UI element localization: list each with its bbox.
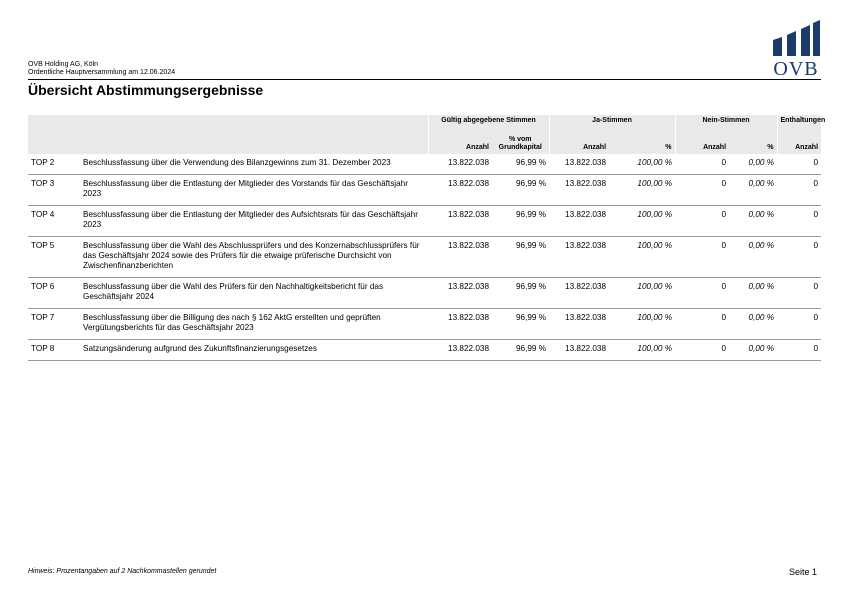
table-row bbox=[28, 154, 821, 175]
valid-votes-count: 13.822.038 bbox=[428, 175, 492, 206]
valid-votes-pct: 96,99 % bbox=[492, 175, 549, 206]
ovb-logo bbox=[768, 18, 824, 80]
table-row bbox=[28, 340, 821, 361]
agenda-item-number: TOP 7 bbox=[28, 309, 80, 340]
agenda-item-number: TOP 3 bbox=[28, 175, 80, 206]
abstentions-count: 0 bbox=[777, 206, 821, 237]
abstentions-count: 0 bbox=[777, 237, 821, 278]
valid-votes-pct: 96,99 % bbox=[492, 206, 549, 237]
agenda-item-description: Satzungsänderung aufgrund des Zukunftsfinanzierungsgesetzes bbox=[80, 340, 428, 361]
subheader-empty bbox=[28, 126, 428, 154]
yes-votes-pct: 100,00 % bbox=[609, 237, 675, 278]
valid-votes-pct: 96,99 % bbox=[492, 278, 549, 309]
yes-votes-pct: 100,00 % bbox=[609, 309, 675, 340]
no-votes-count: 0 bbox=[675, 278, 729, 309]
agenda-item-number: TOP 4 bbox=[28, 206, 80, 237]
agenda-item-number: TOP 5 bbox=[28, 237, 80, 278]
table-row bbox=[28, 237, 821, 278]
valid-votes-count: 13.822.038 bbox=[428, 154, 492, 175]
page-number: Seite 1 bbox=[789, 567, 818, 577]
yes-votes-count: 13.822.038 bbox=[549, 237, 609, 278]
no-votes-pct: 0,00 % bbox=[729, 340, 777, 361]
agenda-item-description: Beschlussfassung über die Billigung des nach § 162 AktG erstellten und geprüften Vergütungsberichts für das Geschäftsjahr 2023 bbox=[80, 309, 428, 340]
valid-votes-count: 13.822.038 bbox=[428, 237, 492, 278]
group-valid-votes: Gültig abgegebene Stimmen bbox=[428, 115, 549, 126]
agenda-item-description: Beschlussfassung über die Entlastung der Mitglieder des Vorstands für das Geschäftsjahr 2023 bbox=[80, 175, 428, 206]
subheader-abstain-count: Anzahl bbox=[777, 126, 821, 154]
table-row bbox=[28, 206, 821, 237]
no-votes-pct: 0,00 % bbox=[729, 154, 777, 175]
no-votes-count: 0 bbox=[675, 237, 729, 278]
no-votes-count: 0 bbox=[675, 175, 729, 206]
yes-votes-count: 13.822.038 bbox=[549, 175, 609, 206]
abstentions-count: 0 bbox=[777, 154, 821, 175]
no-votes-pct: 0,00 % bbox=[729, 206, 777, 237]
valid-votes-count: 13.822.038 bbox=[428, 309, 492, 340]
yes-votes-count: 13.822.038 bbox=[549, 309, 609, 340]
agenda-item-description: Beschlussfassung über die Verwendung des Bilanzgewinns zum 31. Dezember 2023 bbox=[80, 154, 428, 175]
group-yes-votes: Ja-Stimmen bbox=[549, 115, 675, 126]
agenda-item-number: TOP 2 bbox=[28, 154, 80, 175]
valid-votes-count: 13.822.038 bbox=[428, 340, 492, 361]
table-row bbox=[28, 175, 821, 206]
abstentions-count: 0 bbox=[777, 175, 821, 206]
abstentions-count: 0 bbox=[777, 278, 821, 309]
no-votes-count: 0 bbox=[675, 309, 729, 340]
no-votes-pct: 0,00 % bbox=[729, 175, 777, 206]
header-divider bbox=[28, 79, 821, 80]
results-table bbox=[28, 115, 826, 361]
valid-votes-pct: 96,99 % bbox=[492, 154, 549, 175]
no-votes-count: 0 bbox=[675, 154, 729, 175]
subheader-yes-pct: % bbox=[609, 126, 675, 154]
yes-votes-pct: 100,00 % bbox=[609, 206, 675, 237]
group-abstentions: Enthaltungen bbox=[777, 115, 821, 126]
group-no-votes: Nein-Stimmen bbox=[675, 115, 777, 126]
agenda-item-description: Beschlussfassung über die Wahl des Prüfers für den Nachhaltigkeitsbericht für das Geschäftsjahr 2024 bbox=[80, 278, 428, 309]
logo-wordmark: OVB bbox=[773, 58, 819, 80]
no-votes-count: 0 bbox=[675, 206, 729, 237]
subheader-valid-pct: % vom Grundkapital bbox=[492, 126, 549, 154]
yes-votes-pct: 100,00 % bbox=[609, 278, 675, 309]
meeting-date: Ordentliche Hauptversammlung am 12.06.2024 bbox=[28, 69, 176, 76]
valid-votes-count: 13.822.038 bbox=[428, 278, 492, 309]
yes-votes-count: 13.822.038 bbox=[549, 154, 609, 175]
table-row bbox=[28, 309, 821, 340]
results-table-wrap bbox=[28, 115, 826, 361]
company-name: OVB Holding AG, Köln bbox=[28, 61, 99, 68]
logo-bars-icon bbox=[768, 18, 824, 56]
table-row bbox=[28, 278, 821, 309]
yes-votes-count: 13.822.038 bbox=[549, 340, 609, 361]
agenda-item-description: Beschlussfassung über die Wahl des Abschlussprüfers und des Konzernabschlussprüfers für das Geschäftsjahr 2024 sowie des Prüfers für die etwaige prüferische Durchsicht von Zwischenfinanzberichten bbox=[80, 237, 428, 278]
page-title: Übersicht Abstimmungsergebnisse bbox=[28, 82, 264, 98]
valid-votes-count: 13.822.038 bbox=[428, 206, 492, 237]
abstentions-count: 0 bbox=[777, 309, 821, 340]
agenda-item-number: TOP 8 bbox=[28, 340, 80, 361]
yes-votes-count: 13.822.038 bbox=[549, 278, 609, 309]
valid-votes-pct: 96,99 % bbox=[492, 237, 549, 278]
subheader-no-pct: % bbox=[729, 126, 777, 154]
yes-votes-count: 13.822.038 bbox=[549, 206, 609, 237]
header-empty bbox=[28, 115, 428, 126]
yes-votes-pct: 100,00 % bbox=[609, 175, 675, 206]
agenda-item-description: Beschlussfassung über die Entlastung der Mitglieder des Aufsichtsrats für das Geschäftsjahr 2023 bbox=[80, 206, 428, 237]
subheader-no-count: Anzahl bbox=[675, 126, 729, 154]
agenda-item-number: TOP 6 bbox=[28, 278, 80, 309]
subheader-valid-count: Anzahl bbox=[428, 126, 492, 154]
rounding-note: Hinweis: Prozentangaben auf 2 Nachkommastellen gerundet bbox=[28, 568, 217, 575]
subheader-yes-count: Anzahl bbox=[549, 126, 609, 154]
no-votes-pct: 0,00 % bbox=[729, 237, 777, 278]
yes-votes-pct: 100,00 % bbox=[609, 340, 675, 361]
no-votes-count: 0 bbox=[675, 340, 729, 361]
valid-votes-pct: 96,99 % bbox=[492, 309, 549, 340]
no-votes-pct: 0,00 % bbox=[729, 278, 777, 309]
no-votes-pct: 0,00 % bbox=[729, 309, 777, 340]
valid-votes-pct: 96,99 % bbox=[492, 340, 549, 361]
abstentions-count: 0 bbox=[777, 340, 821, 361]
yes-votes-pct: 100,00 % bbox=[609, 154, 675, 175]
